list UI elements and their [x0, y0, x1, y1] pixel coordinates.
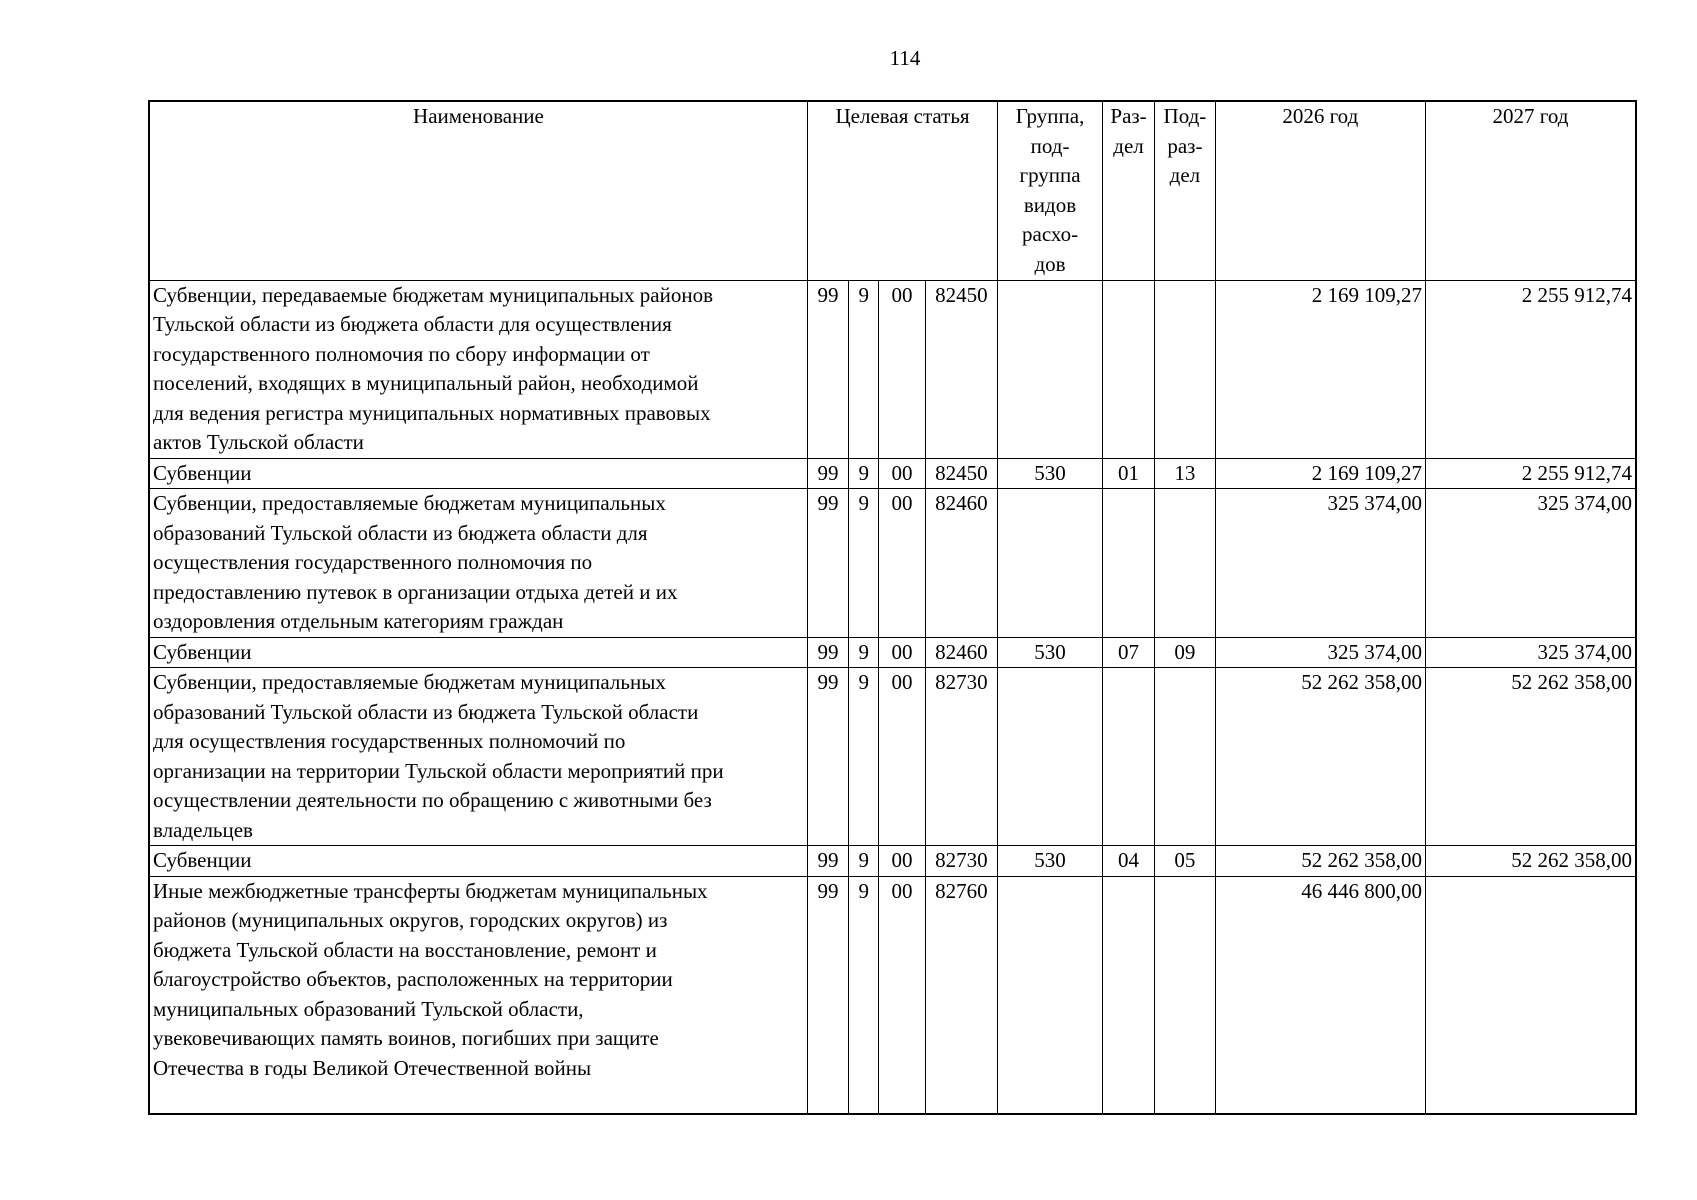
row-name: Иные межбюджетные трансферты бюджетам муниципальных районов (муниципальных округов, городских округов) из бюджета Тульской области на восстановление, ремонт и благоустройство объектов, расположенных на территории муниципальных образований Тульской области, увековечивающих память воинов, погибших при защите Отечества в годы Великой Отечественной войны	[149, 876, 807, 1114]
amount-2027: 2 255 912,74	[1426, 280, 1636, 458]
target-direction: 82730	[925, 846, 998, 877]
expense-group: 530	[998, 637, 1103, 668]
target-direction: 82730	[925, 668, 998, 846]
expense-group: 530	[998, 846, 1103, 877]
table-row	[149, 846, 1636, 877]
amount-2027: 325 374,00	[1426, 489, 1636, 638]
target-direction: 82460	[925, 489, 998, 638]
subsection-code	[1155, 876, 1215, 1114]
row-name: Субвенции	[149, 637, 807, 668]
header-section: Раз- дел	[1102, 101, 1154, 280]
expense-group	[998, 489, 1103, 638]
table-row	[149, 458, 1636, 489]
amount-2027: 325 374,00	[1426, 637, 1636, 668]
target-program: 99	[807, 458, 848, 489]
amount-2026: 2 169 109,27	[1215, 280, 1425, 458]
section-code	[1102, 280, 1154, 458]
subsection-code	[1155, 280, 1215, 458]
row-name: Субвенции, передаваемые бюджетам муниципальных районов Тульской области из бюджета области для осуществления государственного полномочия по сбору информации от поселений, входящих в муниципальный район, необходимой для ведения регистра муниципальных нормативных правовых актов Тульской области	[149, 280, 807, 458]
expense-group	[998, 280, 1103, 458]
target-subprogram: 9	[849, 846, 879, 877]
header-2026: 2026 год	[1215, 101, 1425, 280]
target-main-event: 00	[879, 876, 925, 1114]
section-code: 07	[1102, 637, 1154, 668]
header-group: Группа, под- группа видов расхо- дов	[998, 101, 1103, 280]
target-direction: 82450	[925, 280, 998, 458]
target-main-event: 00	[879, 668, 925, 846]
expense-group	[998, 876, 1103, 1114]
row-name: Субвенции	[149, 846, 807, 877]
header-target: Целевая статья	[807, 101, 997, 280]
target-program: 99	[807, 489, 848, 638]
target-main-event: 00	[879, 280, 925, 458]
target-program: 99	[807, 280, 848, 458]
target-subprogram: 9	[849, 489, 879, 638]
target-subprogram: 9	[849, 668, 879, 846]
row-name: Субвенции, предоставляемые бюджетам муниципальных образований Тульской области из бюджета области для осуществления государственного полномочия по предоставлению путевок в организации отдыха детей и их оздоровления отдельным категориям граждан	[149, 489, 807, 638]
table-row	[149, 280, 1636, 458]
amount-2026: 2 169 109,27	[1215, 458, 1425, 489]
section-code	[1102, 489, 1154, 638]
target-direction: 82450	[925, 458, 998, 489]
budget-table	[148, 100, 1637, 1115]
amount-2027: 2 255 912,74	[1426, 458, 1636, 489]
header-2027: 2027 год	[1426, 101, 1636, 280]
target-program: 99	[807, 637, 848, 668]
row-name: Субвенции	[149, 458, 807, 489]
amount-2026: 325 374,00	[1215, 489, 1425, 638]
target-subprogram: 9	[849, 876, 879, 1114]
subsection-code: 13	[1155, 458, 1215, 489]
target-program: 99	[807, 876, 848, 1114]
amount-2026: 52 262 358,00	[1215, 846, 1425, 877]
amount-2027: 52 262 358,00	[1426, 668, 1636, 846]
page-number: 114	[889, 46, 921, 70]
section-code	[1102, 876, 1154, 1114]
table-row	[149, 876, 1636, 1114]
target-subprogram: 9	[849, 458, 879, 489]
expense-group	[998, 668, 1103, 846]
target-main-event: 00	[879, 846, 925, 877]
amount-2026: 46 446 800,00	[1215, 876, 1425, 1114]
subsection-code: 09	[1155, 637, 1215, 668]
section-code	[1102, 668, 1154, 846]
target-direction: 82760	[925, 876, 998, 1114]
table-header-row	[149, 101, 1636, 280]
target-program: 99	[807, 846, 848, 877]
subsection-code	[1155, 489, 1215, 638]
table-row	[149, 637, 1636, 668]
header-name: Наименование	[149, 101, 807, 280]
subsection-code	[1155, 668, 1215, 846]
table-row	[149, 668, 1636, 846]
subsection-code: 05	[1155, 846, 1215, 877]
section-code: 04	[1102, 846, 1154, 877]
table-row	[149, 489, 1636, 638]
amount-2027: 52 262 358,00	[1426, 846, 1636, 877]
target-main-event: 00	[879, 458, 925, 489]
header-subsection: Под- раз- дел	[1155, 101, 1215, 280]
amount-2026: 325 374,00	[1215, 637, 1425, 668]
target-main-event: 00	[879, 637, 925, 668]
row-name: Субвенции, предоставляемые бюджетам муниципальных образований Тульской области из бюджета Тульской области для осуществления государственных полномочий по организации на территории Тульской области мероприятий при осуществлении деятельности по обращению с животными без владельцев	[149, 668, 807, 846]
target-direction: 82460	[925, 637, 998, 668]
expense-group: 530	[998, 458, 1103, 489]
target-main-event: 00	[879, 489, 925, 638]
amount-2026: 52 262 358,00	[1215, 668, 1425, 846]
target-subprogram: 9	[849, 637, 879, 668]
section-code: 01	[1102, 458, 1154, 489]
target-program: 99	[807, 668, 848, 846]
target-subprogram: 9	[849, 280, 879, 458]
amount-2027	[1426, 876, 1636, 1114]
